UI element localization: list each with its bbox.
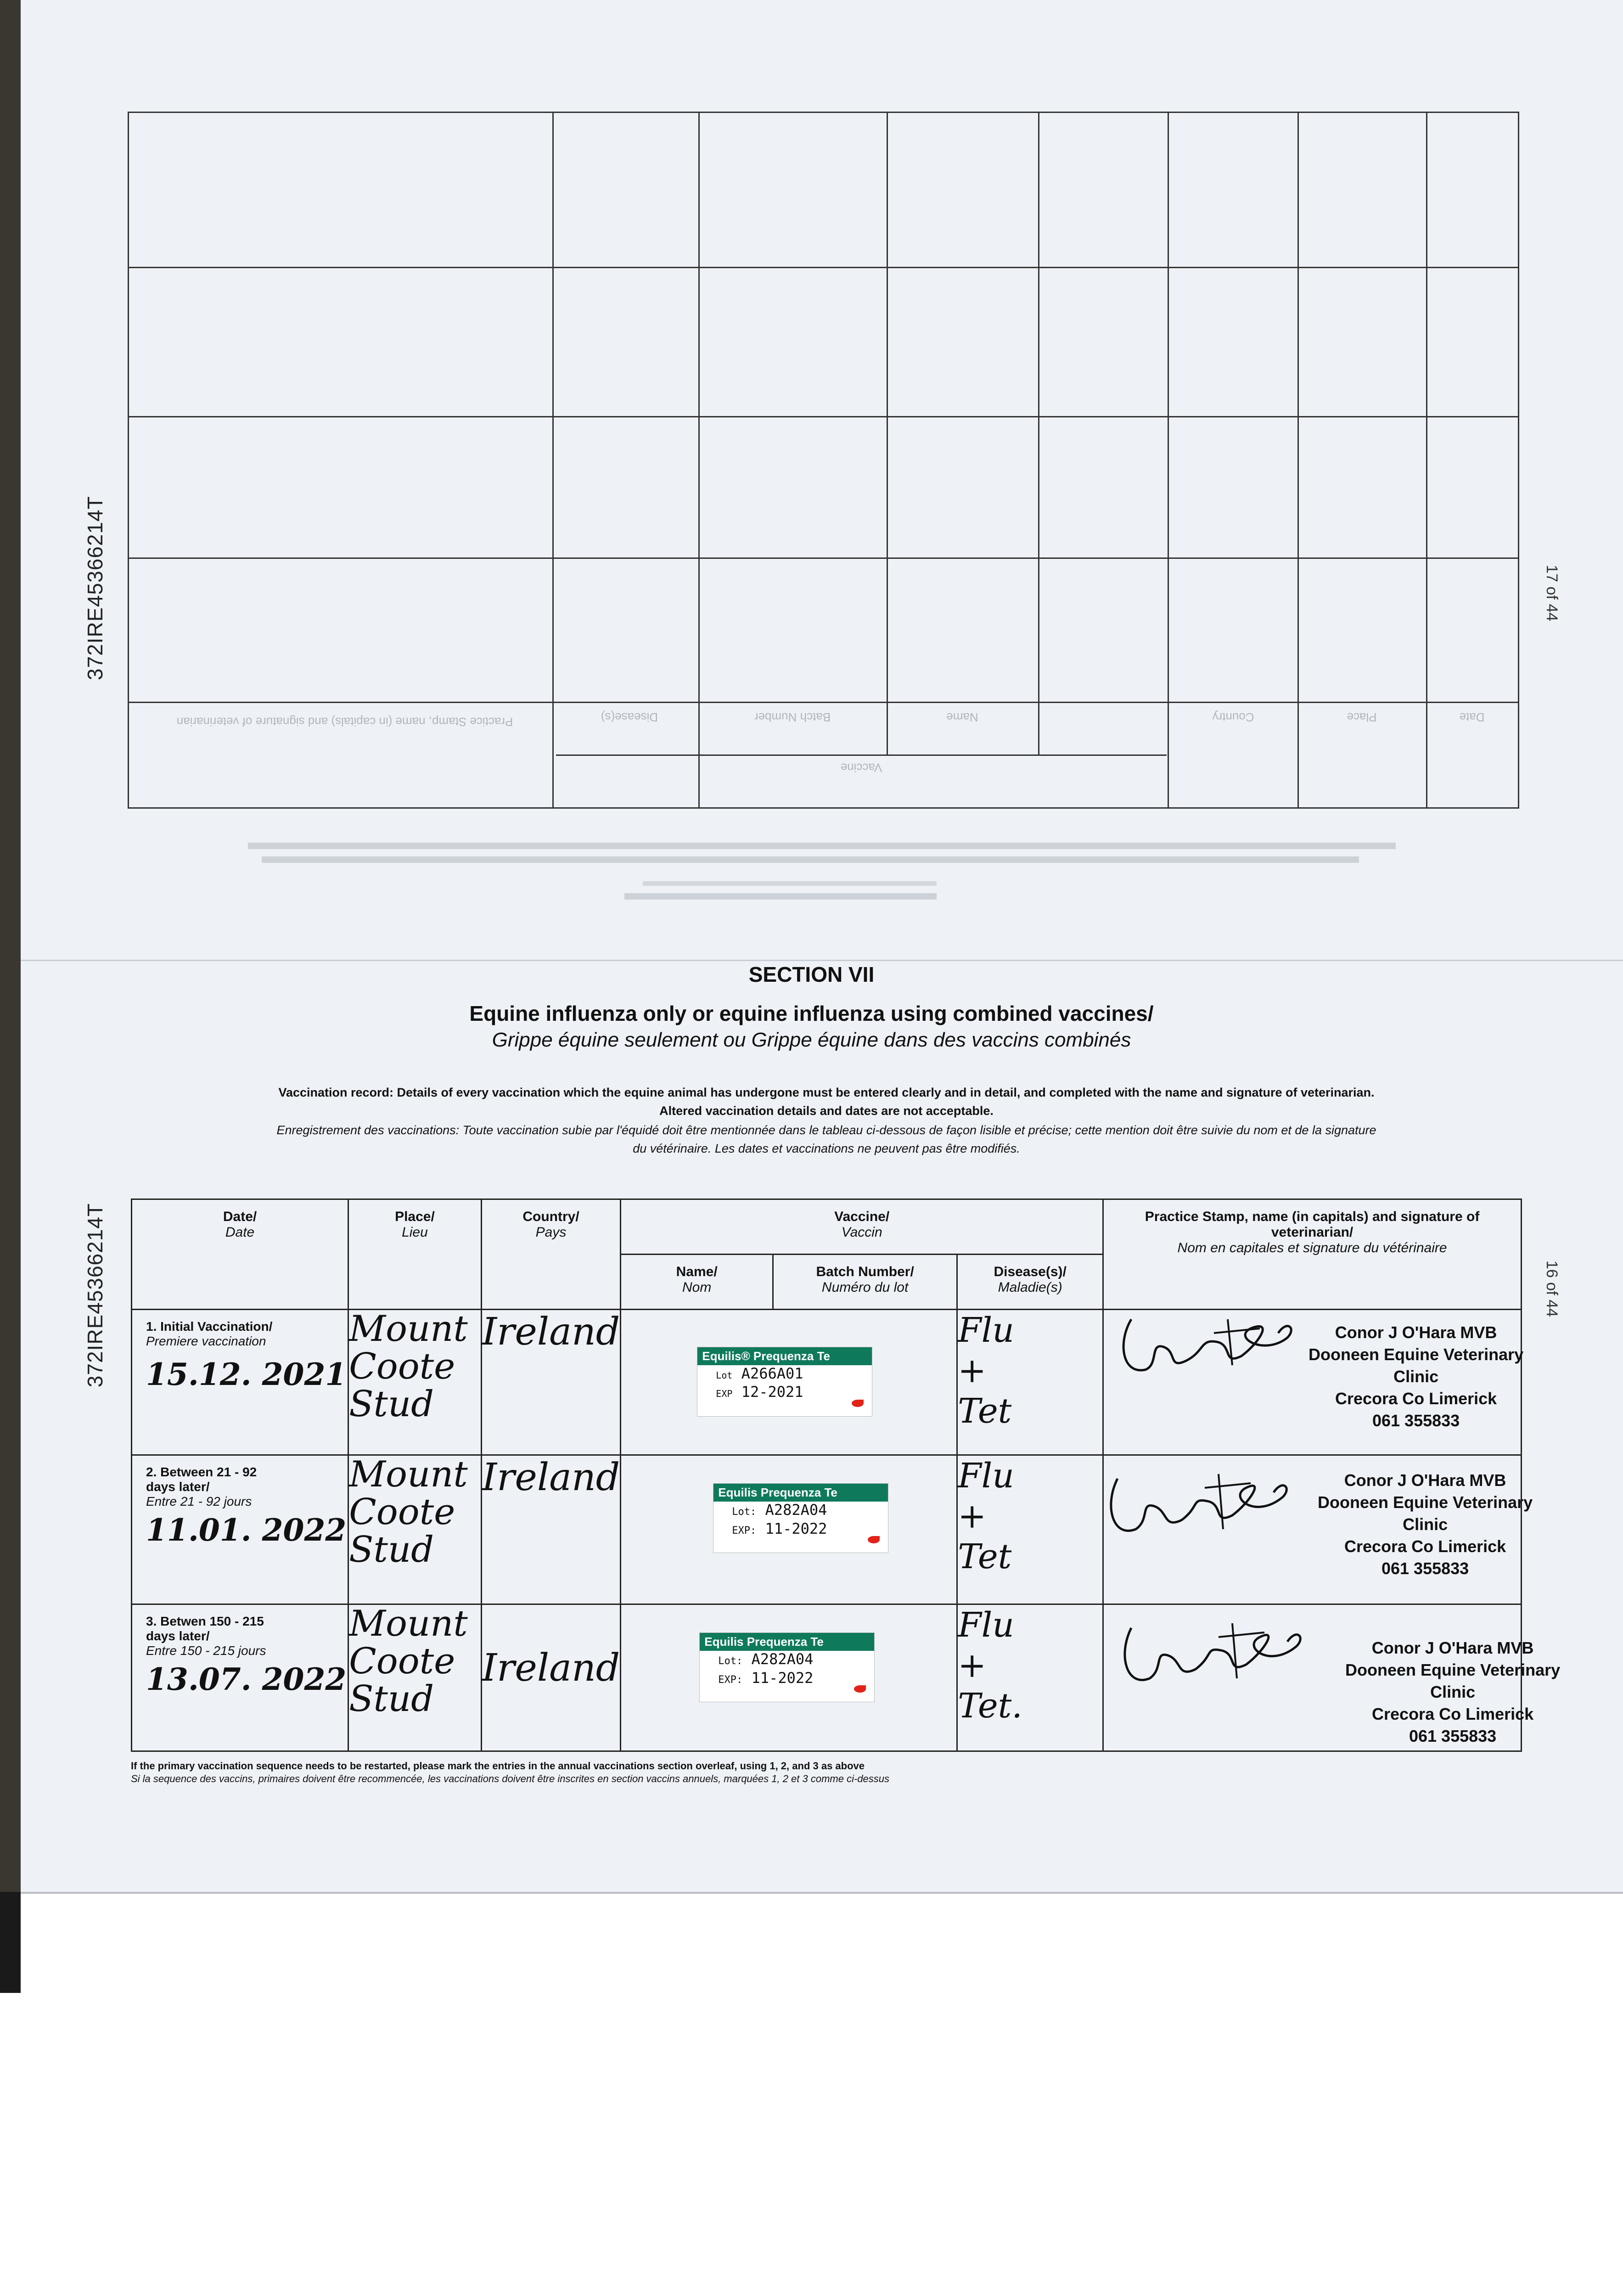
vaccine-sticker-cell	[621, 1455, 957, 1604]
sticker-exp: 11-2022	[765, 1520, 827, 1537]
vet-signature	[1113, 1301, 1306, 1384]
note-fr-line-2: du vétérinaire. Les dates et vaccinations ne peuvent pas être modifiés.	[633, 1142, 1020, 1155]
vaccination-disease: Flu + Tet	[957, 1310, 1103, 1455]
top-page-grid	[128, 112, 1519, 809]
note-line-2: Altered vaccination details and dates are not acceptable.	[659, 1104, 994, 1118]
vaccine-sticker: Equilis® Prequenza Te Lot A266A01 EXP 12-2021	[697, 1347, 872, 1417]
vaccination-place: Mount Coote Stud	[348, 1604, 482, 1751]
sticker-lot: A282A04	[751, 1650, 814, 1668]
faded-header-disease: Disease(s)	[601, 710, 658, 724]
faded-header-stamp: Practice Stamp, name (in capitals) and signature of veterinarian	[176, 715, 513, 729]
sticker-mark	[852, 1400, 864, 1407]
vet-stamp: Conor J O'Hara MVB Dooneen Equine Veterinary Clinic Crecora Co Limerick 061 355833	[1318, 1471, 1533, 1578]
vaccine-sticker: Equilis Prequenza Te Lot: A282A04 EXP: 11-2022	[713, 1483, 888, 1553]
header-stamp: Practice Stamp, name (in capitals) and signature of veterinarian/ Nom en capitales et signature du vétérinaire	[1103, 1199, 1522, 1310]
header-place: Place/ Lieu	[348, 1199, 482, 1310]
row-label: 3. Betwen 150 - 215 days later/ Entre 150 - 215 jours 13.07. 2022	[132, 1604, 348, 1751]
sticker-brand: Equilis® Prequenza Te	[697, 1347, 872, 1365]
row-label: 1. Initial Vaccination/ Premiere vaccination 15.12. 2021	[132, 1310, 348, 1455]
passport-id-bottom: 372IRE45366214T	[83, 1203, 107, 1388]
footer-line-1: If the primary vaccination sequence needs to be restarted, please mark the entries in the annual vaccinations section overleaf, using 1, 2, and 3 as above	[131, 1760, 865, 1772]
faded-header-batch: Batch Number	[754, 710, 831, 724]
vaccination-date: 15.12. 2021	[146, 1356, 347, 1392]
faded-header-name: Name	[946, 710, 978, 724]
header-vaccine: Vaccine/ Vaccin	[621, 1199, 1103, 1255]
faded-header-date: Date	[1459, 710, 1485, 724]
note-fr-line-1: Enregistrement des vaccinations: Toute vaccination subie par l'équidé doit être mentionnée dans le tableau ci-dessous de façon lisible et précise; cette mention doit être suivie du nom et de la signature	[276, 1123, 1376, 1137]
faded-header-country: Country	[1212, 710, 1254, 724]
vet-stamp: Conor J O'Hara MVB Dooneen Equine Veterinary Clinic Crecora Co Limerick 061 355833	[1345, 1638, 1561, 1745]
faded-bleed-text	[248, 843, 1396, 916]
page-number-top: 17 of 44	[1543, 565, 1561, 621]
vaccination-country: Ireland	[481, 1455, 621, 1604]
page-number-bottom: 16 of 44	[1543, 1261, 1561, 1317]
section-subtitle: Equine influenza only or equine influenza using combined vaccines/	[469, 1002, 1154, 1025]
vet-stamp-cell	[1103, 1455, 1533, 1604]
vaccination-disease: Flu + Tet	[957, 1455, 1103, 1604]
header-batch: Batch Number/ Numéro du lot	[773, 1255, 957, 1310]
row-label: 2. Between 21 - 92 days later/ Entre 21 - 92 jours 11.01. 2022	[132, 1455, 348, 1604]
vaccine-sticker-cell	[621, 1604, 957, 1751]
vaccination-place: Mount Coote Stud	[348, 1455, 482, 1604]
section-title: SECTION VII	[748, 962, 875, 986]
sticker-exp: 11-2022	[751, 1669, 814, 1687]
header-name: Name/ Nom	[621, 1255, 773, 1310]
vaccination-date: 11.01. 2022	[146, 1512, 347, 1548]
header-disease: Disease(s)/ Maladie(s)	[957, 1255, 1103, 1310]
vet-signature	[1113, 1600, 1315, 1692]
passport-id-top: 372IRE45366214T	[83, 496, 107, 681]
vaccination-date: 13.07. 2022	[146, 1661, 347, 1697]
vet-stamp-cell	[1103, 1604, 1561, 1751]
scanner-background	[21, 1892, 1623, 2296]
table-row	[132, 1455, 1522, 1604]
sticker-mark	[868, 1536, 880, 1543]
note-line-1: Vaccination record: Details of every vaccination which the equine animal has undergone must be entered clearly and in detail, and completed with the name and signature of veterinarian.	[278, 1086, 1375, 1099]
vet-stamp: Conor J O'Hara MVB Dooneen Equine Veterinary Clinic Crecora Co Limerick 061 355833	[1309, 1323, 1524, 1430]
faded-header-vaccine: Vaccine	[840, 761, 882, 775]
header-date: Date/ Date	[132, 1199, 348, 1310]
faded-header-place: Place	[1347, 710, 1377, 724]
vet-signature	[1099, 1451, 1301, 1543]
vaccine-sticker-cell	[621, 1310, 957, 1455]
sticker-exp: 12-2021	[741, 1383, 803, 1401]
binding-edge	[0, 1892, 21, 1993]
table-row	[132, 1310, 1522, 1455]
footer-note	[131, 1760, 889, 1785]
vaccination-country: Ireland	[481, 1310, 621, 1455]
sticker-brand: Equilis Prequenza Te	[700, 1633, 874, 1651]
sticker-mark	[854, 1685, 866, 1693]
binding-spine	[0, 0, 21, 1975]
vaccination-country: Ireland	[481, 1604, 621, 1751]
sticker-brand: Equilis Prequenza Te	[713, 1484, 888, 1502]
header-country: Country/ Pays	[481, 1199, 621, 1310]
sticker-lot: A282A04	[765, 1501, 827, 1519]
table-row	[132, 1604, 1522, 1751]
vaccination-disease: Flu + Tet.	[957, 1604, 1103, 1751]
section-subtitle-fr: Grippe équine seulement ou Grippe équine dans des vaccins combinés	[492, 1029, 1131, 1051]
vaccination-place: Mount Coote Stud	[348, 1310, 482, 1455]
footer-line-2: Si la sequence des vaccins, primaires doivent être recommencée, les vaccinations doivent être inscrites en section vaccins annuels, marquées 1, 2 et 3 comme ci-dessus	[131, 1773, 890, 1784]
vaccine-sticker: Equilis Prequenza Te Lot: A282A04 EXP: 11-2022	[699, 1632, 875, 1702]
vet-stamp-cell	[1103, 1310, 1522, 1455]
sticker-lot: A266A01	[741, 1365, 803, 1382]
